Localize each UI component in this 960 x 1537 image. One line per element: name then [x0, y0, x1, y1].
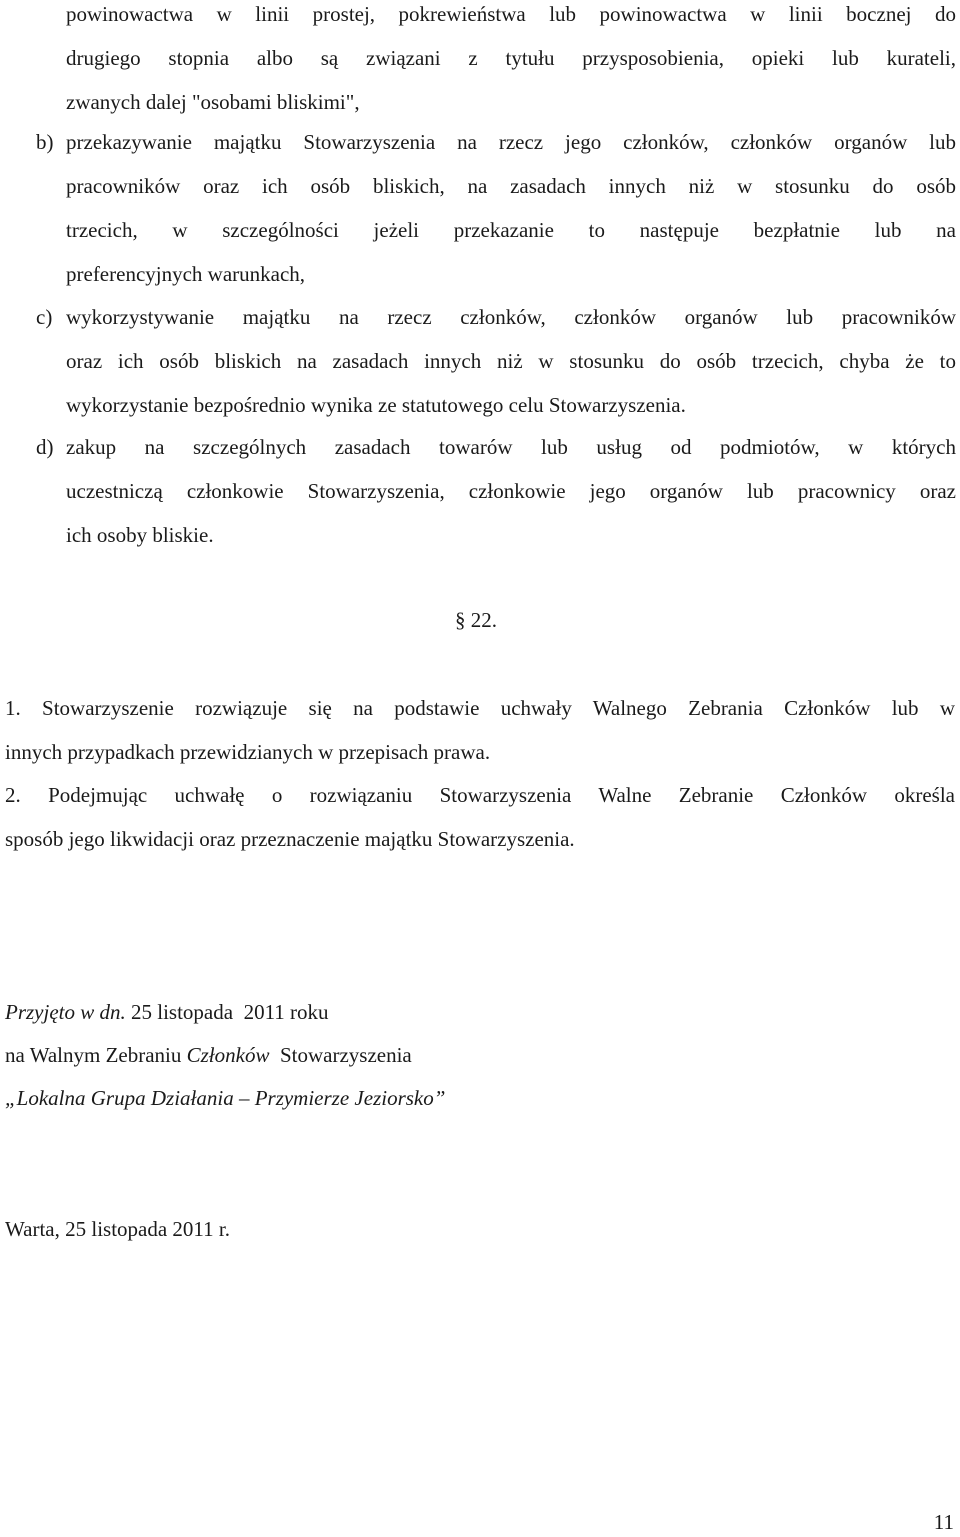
adoption-body-pre: na Walnym Zebraniu — [5, 1043, 187, 1067]
text-line: drugiego stopnia albo są związani z tytułu przysposobienia, opieki lub kurateli, — [66, 46, 956, 70]
text-line: przekazywanie majątku Stowarzyszenia na rzecz jego członków, członków organów lub — [66, 130, 956, 154]
text-line: trzecich, w szczególności jeżeli przekazanie to następuje bezpłatnie lub na — [66, 218, 956, 242]
text-line: pracowników oraz ich osób bliskich, na zasadach innych niż w stosunku do osób — [66, 174, 956, 198]
text-line: wykorzystanie bezpośrednio wynika ze statutowego celu Stowarzyszenia. — [66, 393, 686, 417]
adoption-body-line — [5, 1033, 412, 1077]
text-line: zwanych dalej "osobami bliskimi", — [66, 90, 360, 114]
section-point-1 — [5, 686, 955, 774]
section-heading: § 22. — [455, 608, 497, 632]
text-line: uczestniczą członkowie Stowarzyszenia, członkowie jego organów lub pracownicy oraz — [66, 479, 956, 503]
adoption-body-italic: Członków — [186, 1043, 270, 1067]
text-line: sposób jego likwidacji oraz przeznaczenie majątku Stowarzyszenia. — [5, 827, 575, 851]
continuation-paragraph — [66, 0, 956, 124]
list-item-text — [66, 425, 956, 557]
list-marker: c) — [36, 305, 53, 329]
text-line: 2. Podejmując uchwałę o rozwiązaniu Stowarzyszenia Walne Zebranie Członków określa — [5, 783, 955, 807]
organization-name: „Lokalna Grupa Działania – Przymierze Jeziorsko” — [5, 1086, 446, 1110]
text-line: wykorzystywanie majątku na rzecz członków, członków organów lub pracowników — [66, 305, 956, 329]
page-number: 11 — [933, 1510, 954, 1534]
adoption-body-post: Stowarzyszenia — [269, 1043, 412, 1067]
place-date: Warta, 25 listopada 2011 r. — [5, 1217, 230, 1241]
text-line: powinowactwa w linii prostej, pokrewieństwa lub powinowactwa w linii bocznej do — [66, 2, 956, 26]
list-marker: b) — [36, 130, 54, 154]
text-line: oraz ich osób bliskich na zasadach innych niż w stosunku do osób trzecich, chyba że to — [66, 349, 956, 373]
list-marker: d) — [36, 435, 54, 459]
text-line: innych przypadkach przewidzianych w przepisach prawa. — [5, 740, 491, 764]
list-item-text — [66, 295, 956, 427]
text-line: zakup na szczególnych zasadach towarów lub usług od podmiotów, w których — [66, 435, 956, 459]
adoption-label: Przyjęto w dn. — [5, 1000, 126, 1024]
adoption-date-line — [5, 990, 329, 1034]
adoption-date: 25 listopada 2011 roku — [125, 1000, 329, 1024]
text-line: ich osoby bliskie. — [66, 523, 214, 547]
text-line: 1. Stowarzyszenie rozwiązuje się na podstawie uchwały Walnego Zebrania Członków lub w — [5, 696, 955, 720]
text-line: preferencyjnych warunkach, — [66, 262, 306, 286]
list-item-text — [66, 120, 956, 296]
section-point-2 — [5, 773, 955, 861]
